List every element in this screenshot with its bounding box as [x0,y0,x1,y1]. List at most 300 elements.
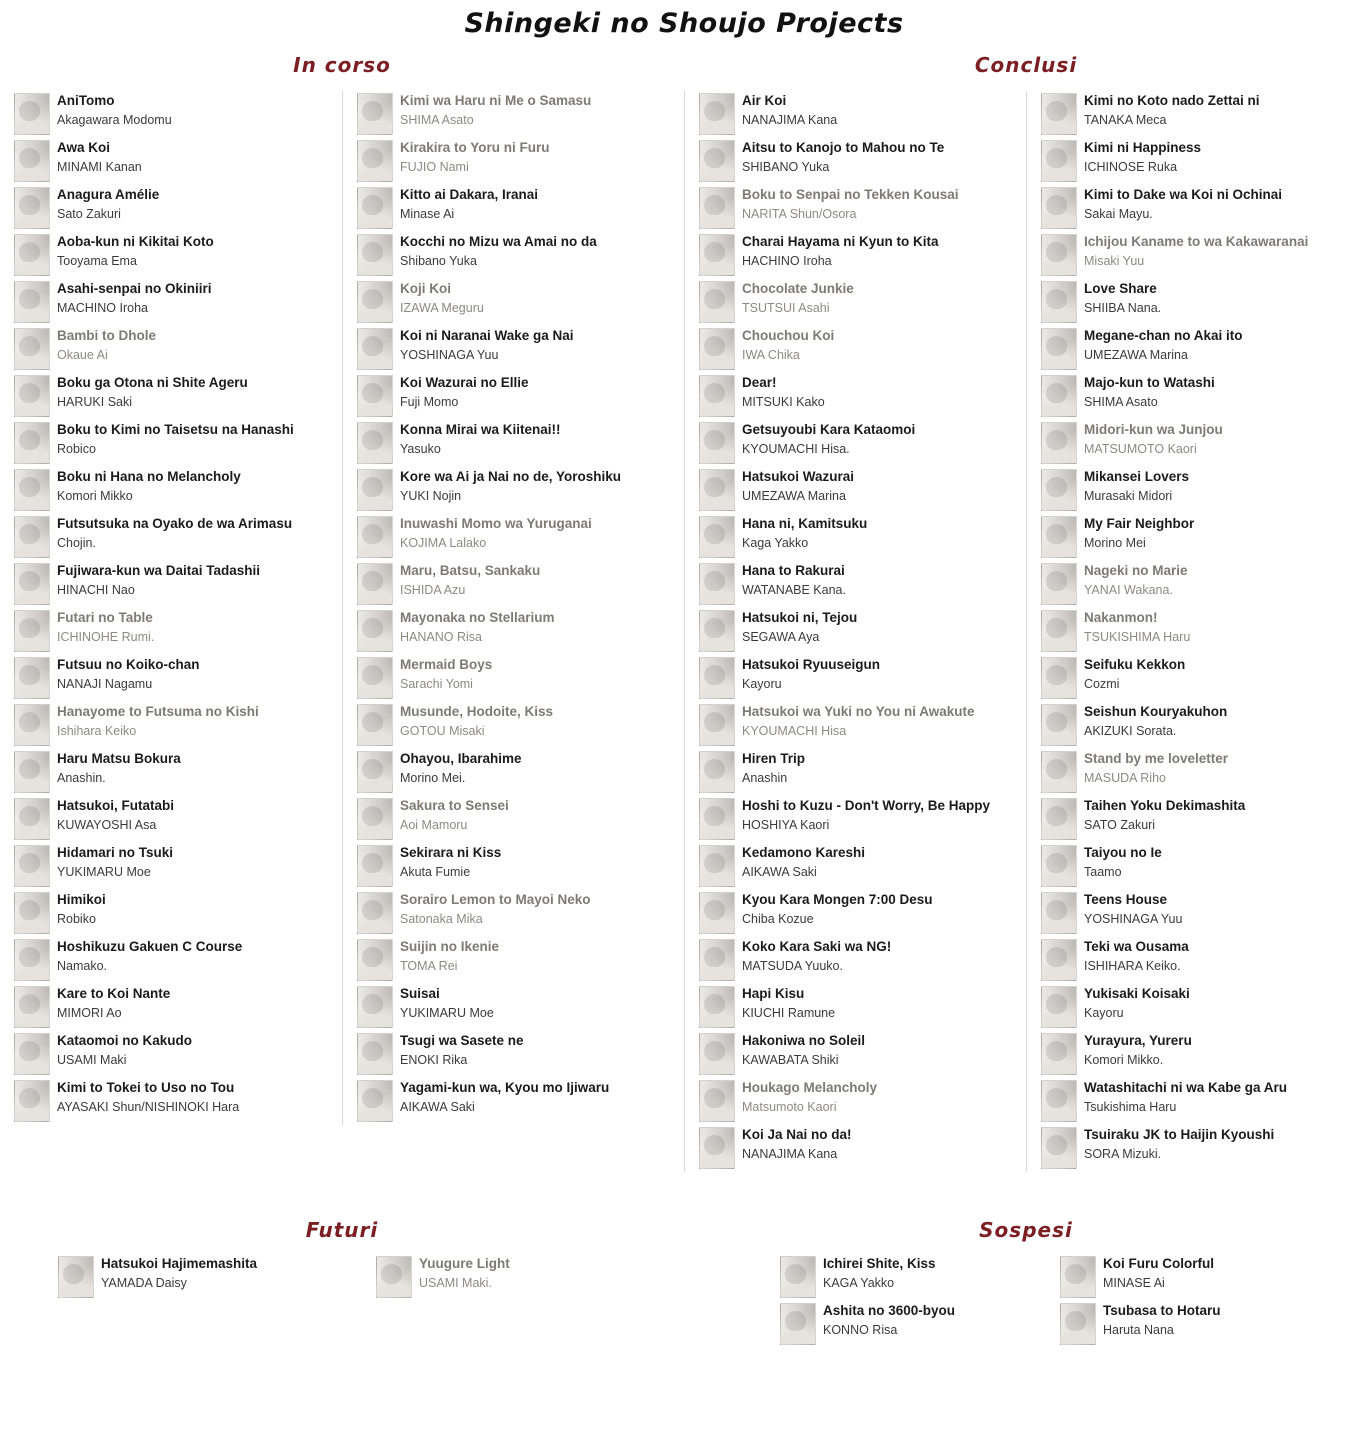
project-entry[interactable] [357,279,680,325]
project-entry[interactable] [699,702,1022,748]
project-cover-thumbnail [357,140,393,182]
project-title[interactable]: Mermaid Boys [400,657,493,672]
project-title[interactable]: Konna Mirai wa Kiitenai!! [400,422,561,437]
project-cover-thumbnail [699,375,735,417]
project-title[interactable]: Taihen Yoku Dekimashita [1084,798,1246,813]
project-entry[interactable] [1041,232,1364,278]
project-cover-thumbnail [357,1033,393,1075]
project-entry[interactable] [376,1254,684,1300]
project-title[interactable]: Taiyou no Ie [1084,845,1162,860]
project-title[interactable]: Charai Hayama ni Kyun to Kita [742,234,939,249]
project-title[interactable]: Teens House [1084,892,1168,907]
project-cover-thumbnail [1041,1033,1077,1075]
project-entry[interactable] [357,138,680,184]
project-author: KYOUMACHI Hisa [742,723,847,738]
project-author: NANAJIMA Kana [742,112,838,127]
project-title[interactable]: Hatsukoi Hajimemashita [101,1256,258,1271]
project-meta [400,185,538,223]
project-entry[interactable] [1041,138,1364,184]
project-meta [400,138,550,176]
project-title[interactable]: Sorairo Lemon to Mayoi Neko [400,892,591,907]
project-title[interactable]: Getsuyoubi Kara Kataomoi [742,422,916,437]
project-entry[interactable] [14,138,338,184]
project-meta [57,890,106,928]
project-title[interactable]: Ashita no 3600-byou [823,1303,956,1318]
project-entry[interactable] [14,232,338,278]
project-entry[interactable] [357,843,680,889]
project-entry[interactable] [14,1078,338,1124]
project-title[interactable]: Tsubasa to Hotaru [1103,1303,1221,1318]
project-title[interactable]: Suisai [400,986,440,1001]
project-meta [400,467,621,505]
section-header-in-corso-label: In corso [293,53,391,77]
project-author: NANAJI Nagamu [57,676,153,691]
project-entry[interactable] [357,373,680,419]
project-title[interactable]: Yuugure Light [419,1256,510,1271]
project-entry[interactable] [780,1254,1026,1300]
project-author: ISHIDA Azu [400,582,466,597]
project-entry[interactable] [1041,561,1364,607]
project-title[interactable]: Haru Matsu Bokura [57,751,181,766]
project-title[interactable]: Mayonaka no Stellarium [400,610,555,625]
project-title[interactable]: Boku to Senpai no Tekken Kousai [742,187,959,202]
project-meta [1084,1078,1287,1116]
project-cover-thumbnail [699,939,735,981]
project-title[interactable]: Musunde, Hodoite, Kiss [400,704,554,719]
project-entry[interactable] [14,843,338,889]
project-author: HOSHIYA Kaori [742,817,830,832]
project-meta [1084,749,1228,787]
project-author: Anashin [742,770,788,785]
project-cover-thumbnail [1041,1127,1077,1169]
project-cover-thumbnail [14,704,50,746]
project-title[interactable]: AniTomo [57,93,115,108]
project-cover-thumbnail [357,704,393,746]
project-meta [1084,326,1243,364]
project-title[interactable]: Midori-kun wa Junjou [1084,422,1223,437]
project-meta [400,561,540,599]
project-author: AIKAWA Saki [742,864,817,879]
project-title[interactable]: Kedamono Kareshi [742,845,866,860]
project-title[interactable]: My Fair Neighbor [1084,516,1195,531]
project-title[interactable]: Hatsukoi, Futatabi [57,798,175,813]
project-author: YUKIMARU Moe [57,864,151,879]
project-title[interactable]: Seifuku Kekkon [1084,657,1186,672]
project-author: GOTOU Misaki [400,723,485,738]
project-meta [742,608,857,646]
project-entry[interactable] [357,91,680,137]
project-entry[interactable] [14,185,338,231]
project-title[interactable]: Koi Ja Nai no da! [742,1127,852,1142]
project-title[interactable]: Hapi Kisu [742,986,805,1001]
project-meta [57,138,142,176]
project-entry[interactable] [699,279,1022,325]
project-meta [742,1125,852,1163]
project-title[interactable]: Yagami-kun wa, Kyou mo Ijiwaru [400,1080,610,1095]
project-cover-thumbnail [14,610,50,652]
project-cover-thumbnail [699,986,735,1028]
project-entry[interactable] [357,467,680,513]
project-title[interactable]: Kirakira to Yoru ni Furu [400,140,550,155]
project-author: NARITA Shun/Osora [742,206,857,221]
project-title[interactable]: Koji Koi [400,281,451,296]
project-cover-thumbnail [699,1127,735,1169]
project-author: TOMA Rei [400,958,458,973]
project-title[interactable]: Hana to Rakurai [742,563,845,578]
project-title[interactable]: Boku ga Otona ni Shite Ageru [57,375,248,390]
project-title[interactable]: Love Share [1084,281,1157,296]
project-title[interactable]: Anagura Amélie [57,187,160,202]
project-title[interactable]: Yurayura, Yureru [1084,1033,1192,1048]
project-entry[interactable] [357,984,680,1030]
project-entry[interactable] [699,1031,1022,1077]
project-meta [1084,655,1185,693]
project-title[interactable]: Teki wa Ousama [1084,939,1189,954]
project-meta [400,796,509,834]
project-entry[interactable] [1041,420,1364,466]
project-title[interactable]: Kimi wa Haru ni Me o Samasu [400,93,592,108]
project-entry[interactable] [1041,890,1364,936]
project-author: Aoi Mamoru [400,817,468,832]
project-entry[interactable] [699,420,1022,466]
project-author: SHIMA Asato [400,112,474,127]
project-entry[interactable] [1041,185,1364,231]
project-title[interactable]: Tsugi wa Sasete ne [400,1033,524,1048]
project-entry[interactable] [357,937,680,983]
project-entry[interactable] [699,467,1022,513]
project-meta [57,326,156,364]
project-entry[interactable] [1041,655,1364,701]
project-entry[interactable] [357,561,680,607]
project-column-conclusi-col-1 [684,91,1026,1172]
project-entry[interactable] [14,467,338,513]
project-title[interactable]: Stand by me loveletter [1084,751,1229,766]
project-title[interactable]: Majo-kun to Watashi [1084,375,1215,390]
project-title[interactable]: Futsutsuka na Oyako de wa Arimasu [57,516,293,531]
project-title[interactable]: Ohayou, Ibarahime [400,751,522,766]
project-entry[interactable] [14,937,338,983]
project-entry[interactable] [1041,514,1364,560]
project-cover-thumbnail [780,1256,816,1298]
project-entry[interactable] [699,843,1022,889]
project-title[interactable]: Watashitachi ni wa Kabe ga Aru [1084,1080,1288,1095]
project-title[interactable]: Boku ni Hana no Melancholy [57,469,241,484]
project-entry[interactable] [699,373,1022,419]
project-meta [57,843,173,881]
project-entry[interactable] [699,185,1022,231]
project-entry[interactable] [699,796,1022,842]
project-title[interactable]: Futsuu no Koiko-chan [57,657,200,672]
project-author: KIUCHI Ramune [742,1005,836,1020]
project-entry[interactable] [1041,749,1364,795]
project-entry[interactable] [699,232,1022,278]
project-title[interactable]: Chouchou Koi [742,328,835,343]
project-title[interactable]: Hatsukoi Wazurai [742,469,855,484]
project-meta [742,702,975,740]
project-author: SATO Zakuri [1084,817,1156,832]
project-title[interactable]: Aoba-kun ni Kikitai Koto [57,234,214,249]
project-title[interactable]: Houkago Melancholy [742,1080,878,1095]
project-entry[interactable] [699,984,1022,1030]
project-title[interactable]: Tsuiraku JK to Haijin Kyoushi [1084,1127,1275,1142]
project-title[interactable]: Hoshi to Kuzu - Don't Worry, Be Happy [742,798,990,813]
project-meta [1084,937,1189,975]
project-entry[interactable] [699,514,1022,560]
project-title[interactable]: Air Koi [742,93,787,108]
project-meta [742,91,837,129]
project-title[interactable]: Hakoniwa no Soleil [742,1033,866,1048]
project-meta [400,91,591,129]
project-entry[interactable] [699,749,1022,795]
project-entry[interactable] [1060,1254,1368,1300]
project-entry[interactable] [357,420,680,466]
project-title[interactable]: Kimi to Dake wa Koi ni Ochinai [1084,187,1283,202]
project-title[interactable]: Hiren Trip [742,751,806,766]
project-title[interactable]: Seishun Kouryakuhon [1084,704,1228,719]
project-title[interactable]: Chocolate Junkie [742,281,854,296]
project-cover-thumbnail [357,469,393,511]
project-entry[interactable] [14,608,338,654]
section-header-conclusi [684,53,1368,77]
project-title[interactable]: Futari no Table [57,610,153,625]
project-author: KOJIMA Lalako [400,535,487,550]
project-title[interactable]: Inuwashi Momo wa Yuruganai [400,516,592,531]
project-entry[interactable] [1041,91,1364,137]
project-title[interactable]: Sakura to Sensei [400,798,509,813]
project-title[interactable]: Suijin no Ikenie [400,939,500,954]
project-author: Yasuko [400,441,441,456]
project-entry[interactable] [699,138,1022,184]
project-entry[interactable] [357,232,680,278]
project-title[interactable]: Mikansei Lovers [1084,469,1190,484]
project-author: USAMI Maki. [419,1275,492,1290]
project-entry[interactable] [357,796,680,842]
project-title[interactable]: Koi Furu Colorful [1103,1256,1214,1271]
project-title[interactable]: Koi ni Naranai Wake ga Nai [400,328,574,343]
project-entry[interactable] [1041,608,1364,654]
project-title[interactable]: Hatsukoi wa Yuki no You ni Awakute [742,704,975,719]
project-title[interactable]: Awa Koi [57,140,111,155]
project-cover-thumbnail [1041,798,1077,840]
project-entry[interactable] [357,185,680,231]
project-entry[interactable] [14,373,338,419]
project-cover-thumbnail [357,234,393,276]
project-entry[interactable] [14,1031,338,1077]
project-meta [742,185,959,223]
project-title[interactable]: Hidamari no Tsuki [57,845,174,860]
project-author: Minase Ai [400,206,455,221]
project-entry[interactable] [14,890,338,936]
project-column-in-corso-col-1 [0,91,342,1125]
project-entry[interactable] [14,561,338,607]
project-author: USAMI Maki [57,1052,127,1067]
project-cover-thumbnail [14,845,50,887]
project-entry[interactable] [357,1031,680,1077]
project-title[interactable]: Yukisaki Koisaki [1084,986,1190,1001]
project-title[interactable]: Kataomoi no Kakudo [57,1033,193,1048]
project-title[interactable]: Kare to Koi Nante [57,986,171,1001]
project-title[interactable]: Boku to Kimi no Taisetsu na Hanashi [57,422,294,437]
project-entry[interactable] [1041,467,1364,513]
project-title[interactable]: Sekirara ni Kiss [400,845,502,860]
project-entry[interactable] [780,1301,1026,1347]
project-entry[interactable] [357,702,680,748]
project-entry[interactable] [14,326,338,372]
project-title[interactable]: Kimi no Koto nado Zettai ni [1084,93,1260,108]
project-entry[interactable] [699,890,1022,936]
project-cover-thumbnail [14,657,50,699]
project-title[interactable]: Asahi-senpai no Okiniiri [57,281,212,296]
project-meta [57,514,292,552]
project-entry[interactable] [1041,1031,1364,1077]
project-entry[interactable] [1041,702,1364,748]
project-title[interactable]: Dear! [742,375,777,390]
project-entry[interactable] [14,91,338,137]
project-entry[interactable] [1041,1125,1364,1171]
project-cover-thumbnail [357,751,393,793]
project-cover-thumbnail [699,281,735,323]
project-author: SHIBANO Yuka [742,159,830,174]
project-cover-thumbnail [357,375,393,417]
project-cover-thumbnail [357,281,393,323]
project-meta [101,1254,257,1292]
project-entry[interactable] [14,279,338,325]
project-title[interactable]: Maru, Batsu, Sankaku [400,563,541,578]
project-meta [1084,373,1215,411]
project-meta [400,984,494,1022]
project-entry[interactable] [1041,937,1364,983]
project-cover-thumbnail [699,657,735,699]
project-entry[interactable] [14,749,338,795]
project-entry[interactable] [1041,326,1364,372]
section-header-futuri [0,1218,684,1242]
project-meta [1103,1254,1214,1292]
project-entry[interactable] [357,514,680,560]
project-author: TANAKA Meca [1084,112,1167,127]
project-meta [400,608,555,646]
project-title[interactable]: Megane-chan no Akai ito [1084,328,1243,343]
project-title[interactable]: Hatsukoi ni, Tejou [742,610,858,625]
project-author: Shibano Yuka [400,253,477,268]
project-title[interactable]: Kyou Kara Mongen 7:00 Desu [742,892,933,907]
project-cover-thumbnail [699,1033,735,1075]
project-entry[interactable] [1060,1301,1368,1347]
project-cover-thumbnail [699,563,735,605]
project-title[interactable]: Kimi to Tokei to Uso no Tou [57,1080,235,1095]
project-entry[interactable] [1041,984,1364,1030]
project-entry[interactable] [1041,279,1364,325]
project-entry[interactable] [58,1254,342,1300]
project-title[interactable]: Hanayome to Futsuma no Kishi [57,704,259,719]
project-title[interactable]: Hatsukoi Ryuuseigun [742,657,881,672]
project-author: IWA Chika [742,347,800,362]
project-entry[interactable] [14,514,338,560]
project-author: SEGAWA Aya [742,629,820,644]
project-author: Misaki Yuu [1084,253,1145,268]
project-entry[interactable] [1041,796,1364,842]
project-title[interactable]: Ichijou Kaname to wa Kakawaranai [1084,234,1309,249]
project-title[interactable]: Kimi ni Happiness [1084,140,1202,155]
project-entry[interactable] [14,796,338,842]
project-meta [1084,279,1161,317]
project-title[interactable]: Kitto ai Dakara, Iranai [400,187,539,202]
project-entry[interactable] [1041,373,1364,419]
project-title[interactable]: Aitsu to Kanojo to Mahou no Te [742,140,945,155]
project-title[interactable]: Bambi to Dhole [57,328,157,343]
project-entry[interactable] [699,655,1022,701]
project-author: Sarachi Yomi [400,676,473,691]
project-title[interactable]: Nageki no Marie [1084,563,1188,578]
project-entry[interactable] [357,890,680,936]
project-entry[interactable] [1041,1078,1364,1124]
project-column-sospesi-col-2 [1026,1254,1368,1348]
project-entry[interactable] [14,655,338,701]
project-cover-thumbnail [357,516,393,558]
project-entry[interactable] [357,326,680,372]
project-entry[interactable] [1041,843,1364,889]
project-title[interactable]: Kocchi no Mizu wa Amai no da [400,234,597,249]
project-author: Komori Mikko. [1084,1052,1164,1067]
project-author: MIMORI Ao [57,1005,122,1020]
project-entry[interactable] [699,326,1022,372]
project-author: Kayoru [742,676,782,691]
project-cover-thumbnail [14,563,50,605]
project-author: Kaga Yakko [742,535,809,550]
project-meta [742,232,939,270]
project-cover-thumbnail [699,516,735,558]
project-title[interactable]: Koko Kara Saki wa NG! [742,939,892,954]
project-title[interactable]: Hoshikuzu Gakuen C Course [57,939,243,954]
project-title[interactable]: Nakanmon! [1084,610,1158,625]
project-title[interactable]: Hana ni, Kamitsuku [742,516,868,531]
project-author: YUKIMARU Moe [400,1005,494,1020]
project-author: Kayoru [1084,1005,1124,1020]
project-column-futuri-col-2 [342,1254,684,1301]
project-cover-thumbnail [14,375,50,417]
project-meta [742,138,944,176]
project-title[interactable]: Koi Wazurai no Ellie [400,375,529,390]
project-entry[interactable] [14,702,338,748]
project-entry[interactable] [357,1078,680,1124]
project-meta [1084,467,1189,505]
project-meta [57,1078,239,1116]
project-entry[interactable] [357,655,680,701]
project-author: Cozmi [1084,676,1120,691]
project-meta [400,937,499,975]
project-entry[interactable] [357,608,680,654]
project-entry[interactable] [357,749,680,795]
project-title[interactable]: Kore wa Ai ja Nai no de, Yoroshiku [400,469,622,484]
project-title[interactable]: Fujiwara-kun wa Daitai Tadashii [57,563,261,578]
project-entry[interactable] [699,1078,1022,1124]
project-entry[interactable] [699,91,1022,137]
project-cover-thumbnail [14,281,50,323]
project-entry[interactable] [14,984,338,1030]
project-entry[interactable] [699,937,1022,983]
project-entry[interactable] [699,561,1022,607]
project-author: KONNO Risa [823,1322,898,1337]
project-author: Fuji Momo [400,394,459,409]
project-meta [742,467,854,505]
project-entry[interactable] [14,420,338,466]
project-title[interactable]: Himikoi [57,892,106,907]
project-cover-thumbnail [1041,751,1077,793]
project-entry[interactable] [699,608,1022,654]
project-author: MATSUDA Yuuko. [742,958,843,973]
project-author: UMEZAWA Marina [1084,347,1188,362]
project-entry[interactable] [699,1125,1022,1171]
project-title[interactable]: Ichirei Shite, Kiss [823,1256,936,1271]
